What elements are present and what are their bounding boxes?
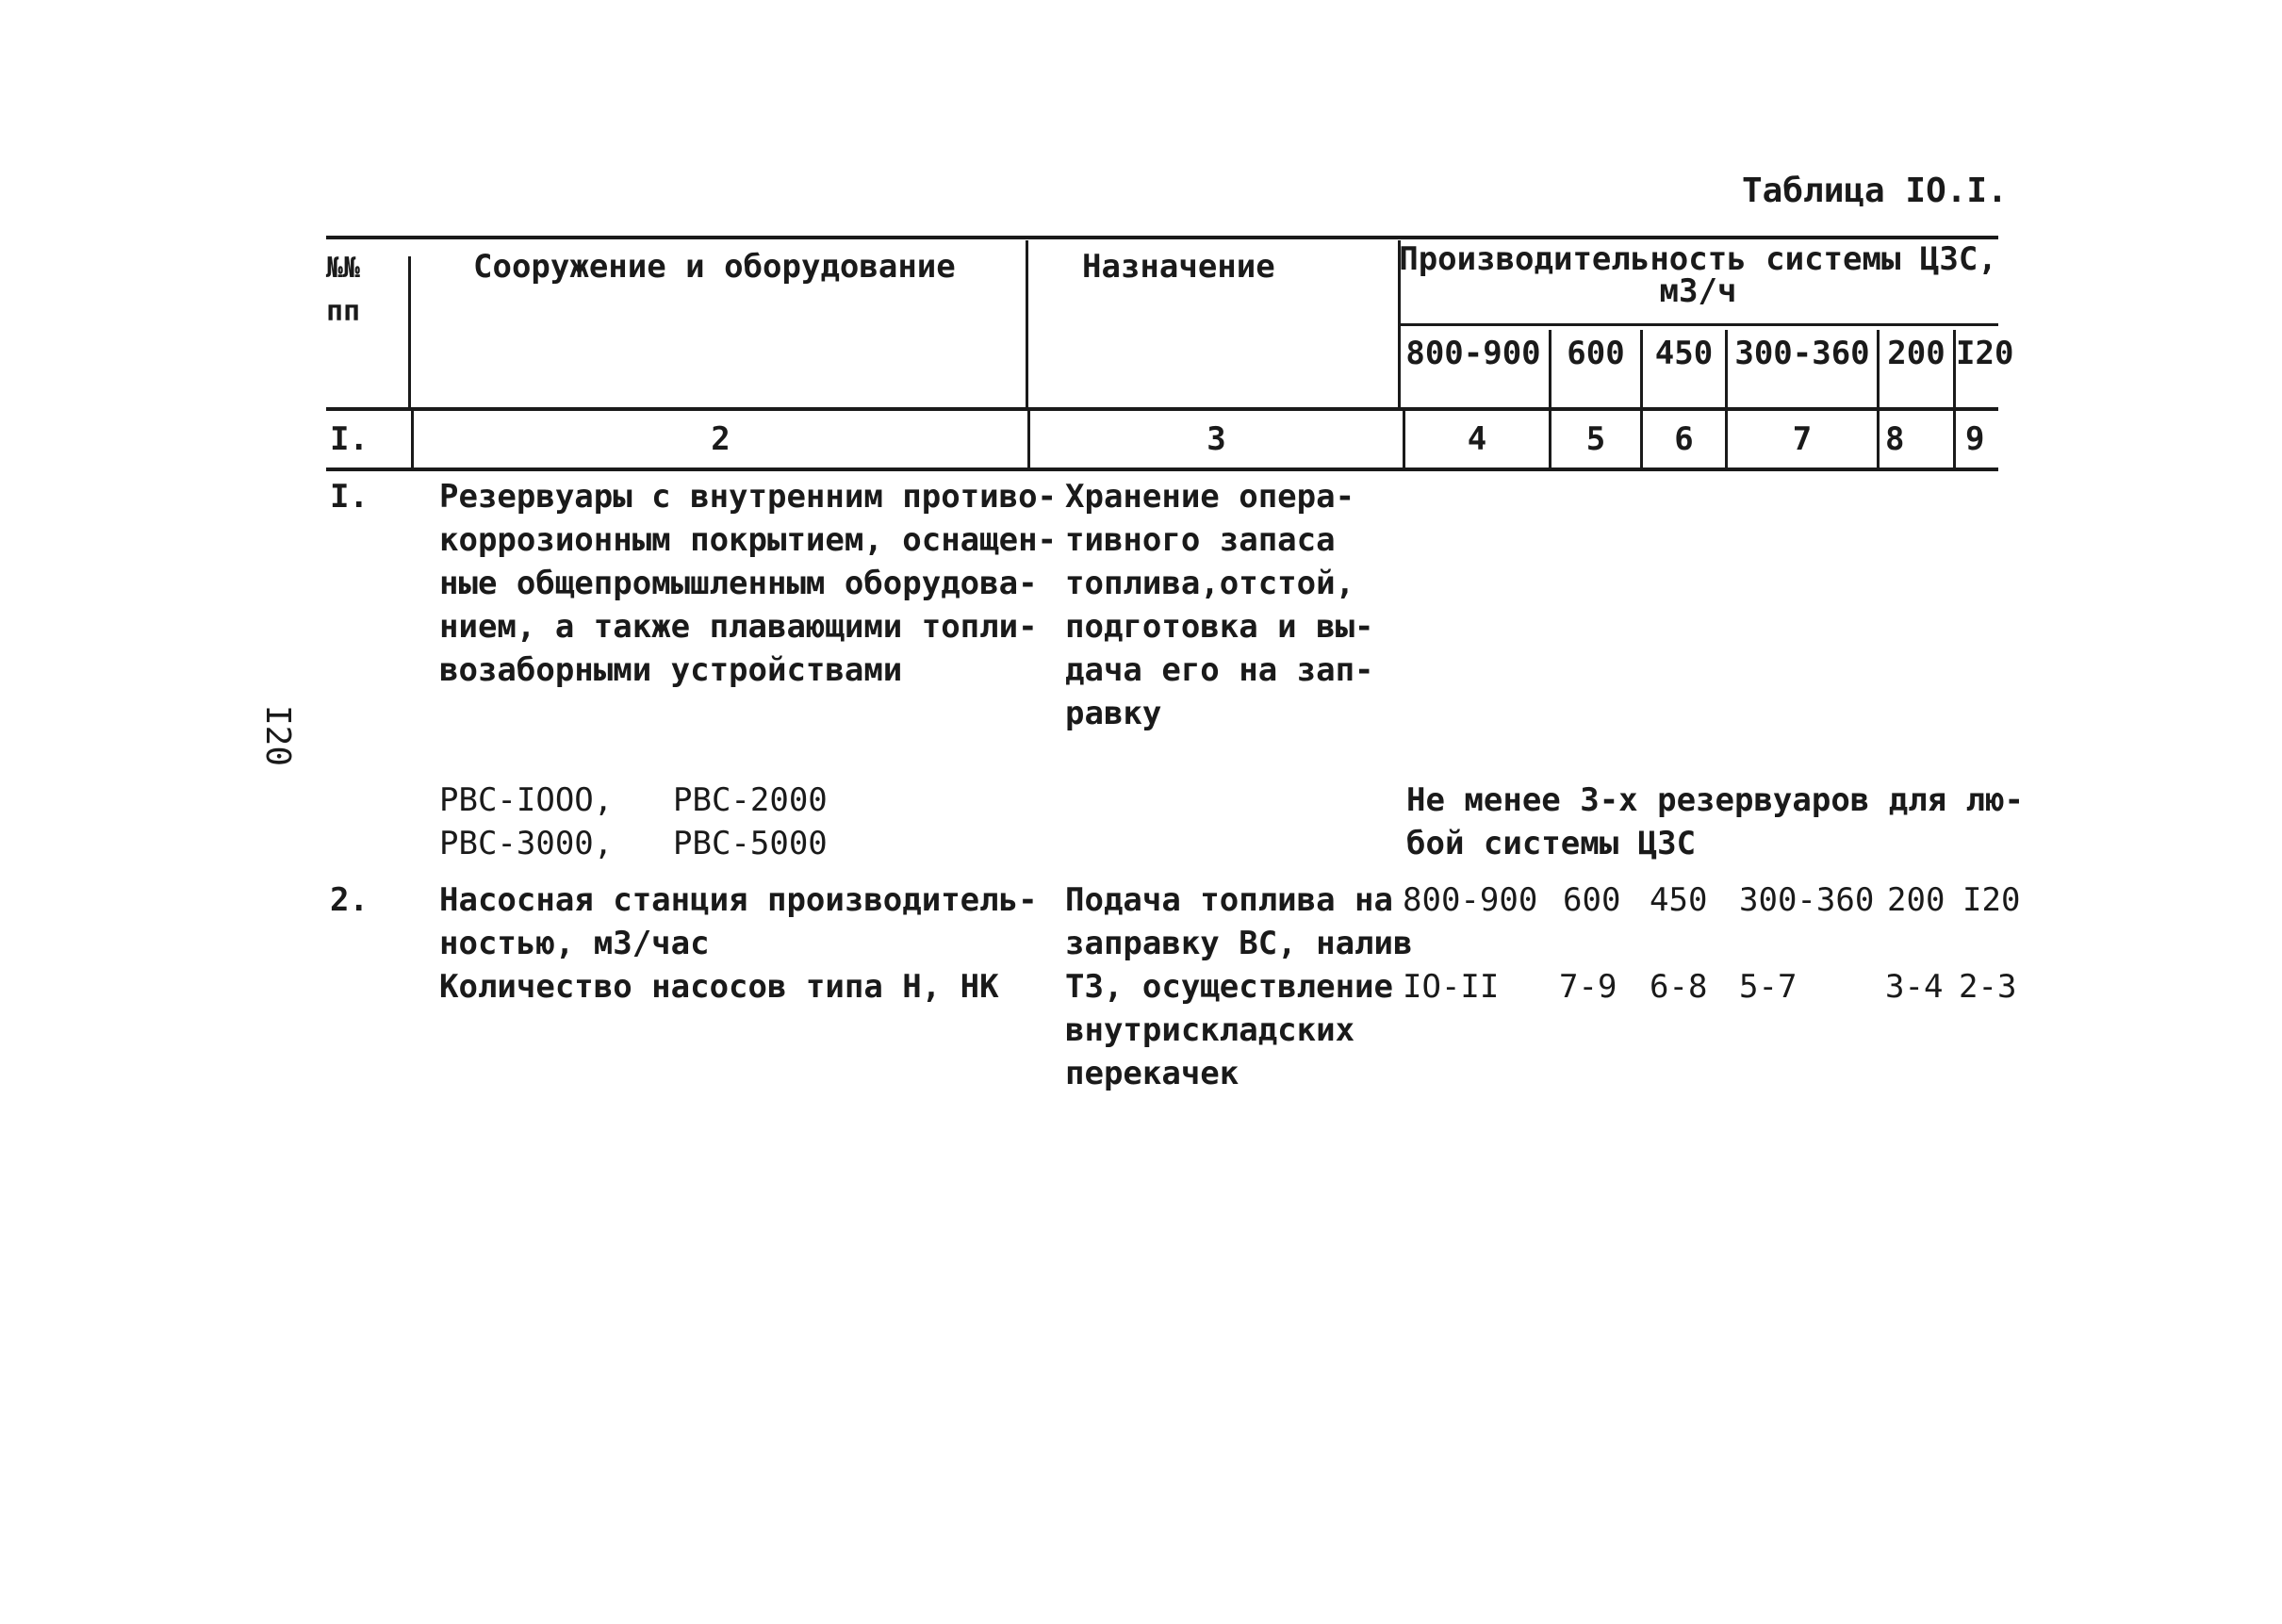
row2-number: 2.: [330, 881, 369, 919]
row1-purpose-line: дача его на зап-: [1065, 651, 1374, 689]
capacity-column-header: Производительность системы ЦЗС, м3/ч: [1399, 240, 1997, 310]
capacity-header-200: 200: [1887, 335, 1945, 372]
num-divider-8: [1953, 411, 1956, 468]
row2-purpose-line: внутрискладских: [1065, 1011, 1355, 1049]
row2-pump-count: 3-4: [1885, 968, 1944, 1006]
row2-purpose-line: заправку ВС, налив: [1065, 925, 1413, 962]
structure-column-header: Сооружение и оборудование: [473, 248, 956, 286]
row1-structure-line: возаборными устройствами: [439, 651, 903, 689]
capacity-header-450: 450: [1654, 335, 1714, 372]
row2-purpose-line: перекачек: [1065, 1055, 1240, 1092]
col-number-5: 5: [1585, 420, 1606, 458]
table-top-rule: [326, 236, 1998, 239]
row2-purpose-line: ТЗ, осуществление: [1065, 968, 1393, 1006]
col-number-9: 9: [1965, 420, 1985, 458]
capacity-header-120: I20: [1956, 335, 2014, 372]
header-divider-2: [1026, 240, 1028, 407]
num-column-header: №№ пп: [326, 252, 361, 328]
row2-structure-line: Количество насосов типа Н, НК: [439, 968, 999, 1006]
row1-structure-line: нием, а также плавающими топли-: [439, 608, 1038, 646]
row1-structure-line: Резервуары с внутренним противо-: [439, 478, 1058, 516]
col-number-4: 4: [1467, 420, 1487, 458]
col-number-3: 3: [1207, 420, 1226, 458]
row1-purpose-line: топлива,отстой,: [1065, 565, 1355, 602]
col-number-8: 8: [1885, 420, 1905, 458]
capacity-header-300-360: 300-360: [1734, 335, 1870, 372]
row2-pump-count: IO-II: [1403, 968, 1500, 1006]
col-number-2: 2: [711, 420, 731, 458]
capacity-subheader-rule: [1398, 323, 1998, 326]
col-number-7: 7: [1792, 420, 1813, 458]
tank-model: РВС-IOOO,: [439, 781, 614, 819]
row1-purpose-line: тивного запаса: [1065, 521, 1336, 559]
row2-pump-count: 6-8: [1650, 968, 1708, 1006]
col-number-6: 6: [1674, 420, 1694, 458]
row2-capacity-value: 800-900: [1403, 881, 1538, 919]
row2-capacity-value: 300-360: [1739, 881, 1875, 919]
tank-model: РВС-3000,: [439, 825, 614, 862]
table-label: Таблица IO.I.: [1742, 172, 2008, 210]
row1-purpose-line: Хранение опера-: [1065, 478, 1355, 516]
header-divider-1: [408, 256, 411, 407]
row2-pump-count: 7-9: [1559, 968, 1617, 1006]
page-number: I20: [258, 704, 298, 767]
row2-structure-line: Насосная станция производитель-: [439, 881, 1038, 919]
num-divider-7: [1877, 411, 1880, 468]
row1-note-line: Не менее 3-х резервуаров для лю-: [1406, 781, 2025, 819]
row1-purpose-line: равку: [1065, 695, 1162, 732]
row1-structure-line: ные общепромышленным оборудова-: [439, 565, 1038, 602]
row1-number: I.: [330, 478, 369, 516]
row2-pump-count: 5-7: [1739, 968, 1798, 1006]
header-bottom-rule: [326, 407, 1998, 411]
row2-pump-count: 2-3: [1959, 968, 2017, 1006]
row2-purpose-line: Подача топлива на: [1065, 881, 1393, 919]
purpose-column-header: Назначение: [1082, 248, 1275, 286]
tank-model: РВС-5000: [673, 825, 828, 862]
row2-structure-line: ностью, м3/час: [439, 925, 710, 962]
row1-note-line: бой системы ЦЗС: [1406, 825, 1697, 862]
row2-capacity-value: 450: [1650, 881, 1708, 919]
column-numbers-rule: [326, 468, 1998, 471]
row1-structure-line: коррозионным покрытием, оснащен-: [439, 521, 1058, 559]
col-number-1: I.: [330, 420, 369, 458]
tank-model: РВС-2000: [673, 781, 828, 819]
row1-purpose-line: подготовка и вы-: [1065, 608, 1374, 646]
capacity-header-600: 600: [1567, 335, 1625, 372]
capacity-header-800-900: 800-900: [1405, 335, 1541, 372]
row2-capacity-value: 600: [1563, 881, 1621, 919]
row2-capacity-value: 200: [1887, 881, 1945, 919]
row2-capacity-value: I20: [1962, 881, 2021, 919]
